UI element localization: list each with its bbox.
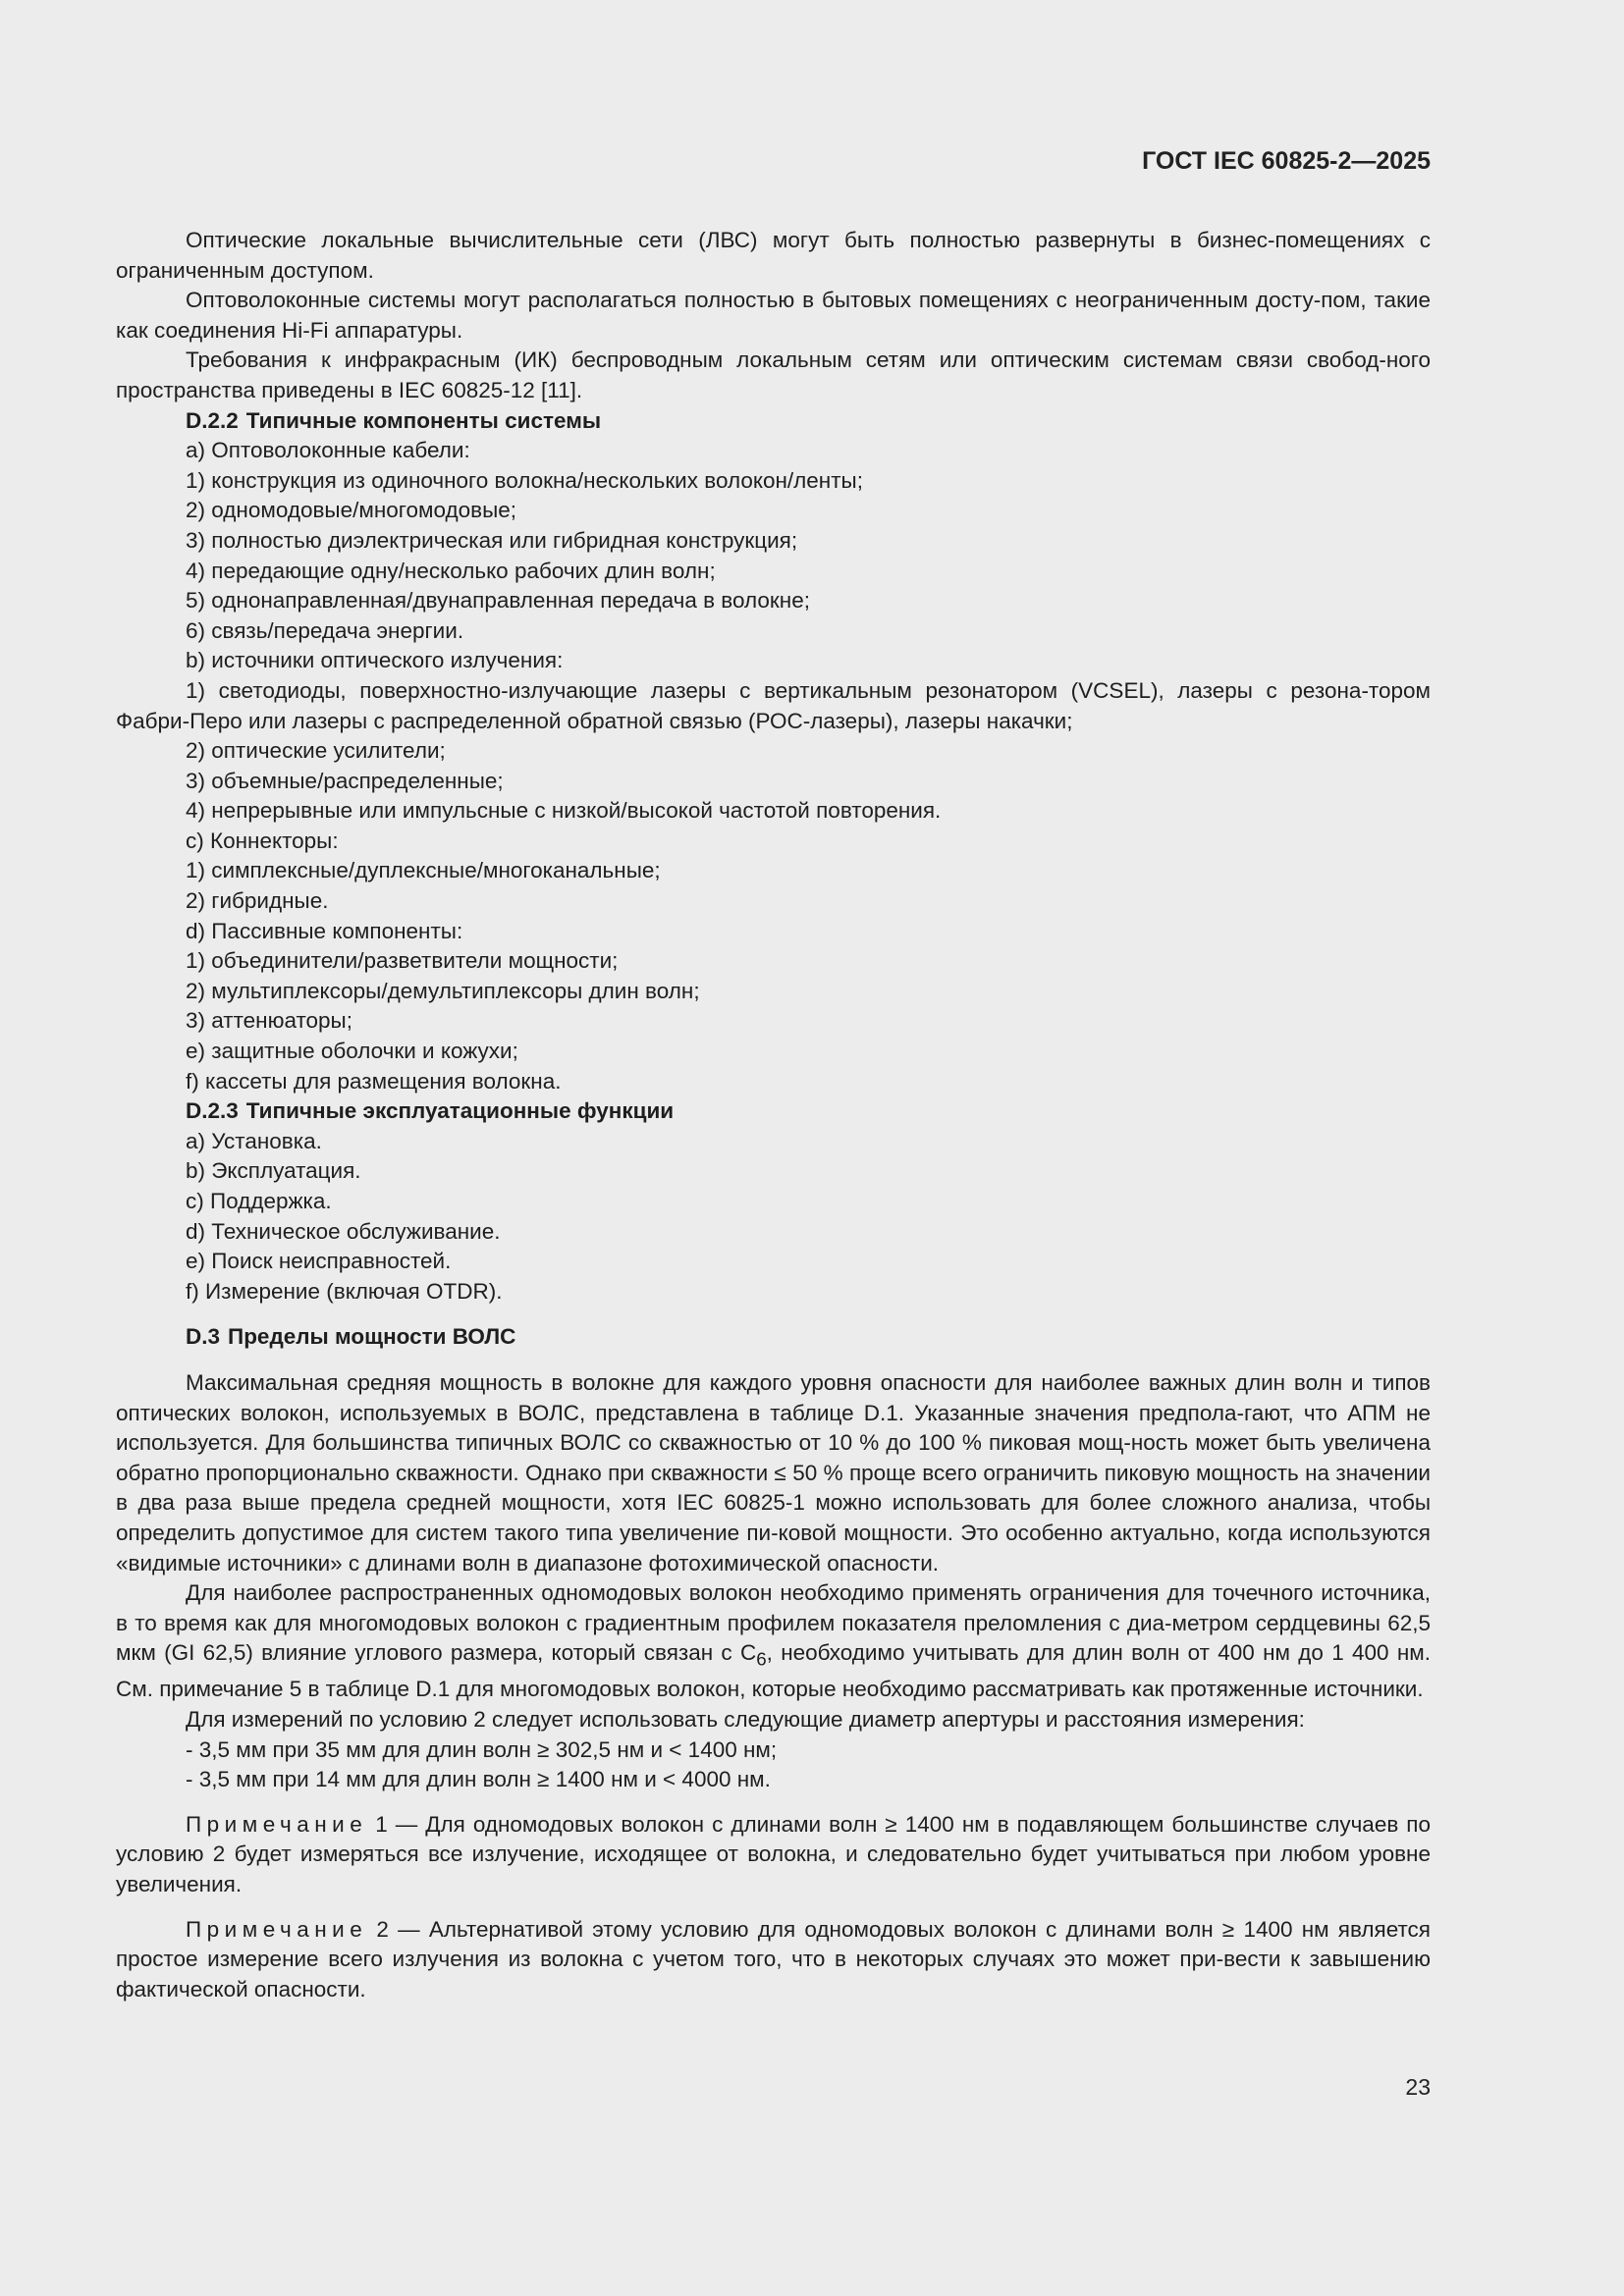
- list-item: 2) гибридные.: [186, 888, 329, 914]
- list-item: f) Измерение (включая OTDR).: [186, 1278, 503, 1304]
- note-1: Примечание 1 — Для одномодовых волокон с длинами волн ≥ 1400 нм в подавляющем большинстве случаев по условию 2 будет измеряться все излучение, исходящее от волокна, и следовательно будет учитываться при любом уровне увеличения.: [116, 1811, 1431, 1896]
- list-item: 1) симплексные/дуплексные/многоканальные;: [186, 858, 661, 883]
- section-heading-d22: [116, 406, 1431, 437]
- list-item: 5) однонаправленная/двунаправленная передача в волокне;: [186, 588, 810, 614]
- page-content: [116, 226, 1431, 2004]
- body-paragraph-3: Для измерений по условию 2 следует использовать следующие диаметр апертуры и расстояния измерения:: [186, 1707, 1305, 1732]
- list-item: 1) конструкция из одиночного волокна/нескольких волокон/ленты;: [186, 467, 863, 493]
- list-item: 2) мультиплексоры/демультиплексоры длин волн;: [186, 978, 700, 1003]
- list-item: e) Поиск неисправностей.: [186, 1249, 452, 1274]
- list-item: 3) полностью диэлектрическая или гибридная конструкция;: [186, 527, 798, 553]
- note-2: Примечание 2 — Альтернативой этому условию для одномодовых волокон с длинами волн ≥ 1400 нм является простое измерение всего излучения из волокна с учетом того, что в некоторых случаях это может при-вести к завышению фактической опасности.: [116, 1916, 1431, 2002]
- section-heading-d23: [116, 1096, 1431, 1127]
- list-item: 1) светодиоды, поверхностно-излучающие лазеры с вертикальным резонатором (VCSEL), лазеры с резона-тором Фабри-Перо или лазеры с распределенной обратной связью (РОС-лазеры), лазеры накачки;: [116, 677, 1431, 733]
- note-label: Примечание: [186, 1811, 368, 1837]
- list-item: 4) непрерывные или импульсные с низкой/высокой частотой повторения.: [186, 798, 942, 824]
- list-item: b) Эксплуатация.: [186, 1158, 361, 1184]
- list-item-e: e) защитные оболочки и кожухи;: [186, 1039, 518, 1064]
- list-item: c) Поддержка.: [186, 1189, 332, 1213]
- list-item-b: b) источники оптического излучения:: [186, 648, 564, 673]
- list-item-a: a) Оптоволоконные кабели:: [186, 438, 470, 463]
- list-item: 6) связь/передача энергии.: [186, 617, 464, 643]
- list-item: d) Техническое обслуживание.: [186, 1218, 501, 1244]
- page-number: 23: [1405, 2074, 1431, 2100]
- list-item: 2) одномодовые/многомодовые;: [186, 498, 517, 523]
- list-item-f: f) кассеты для размещения волокна.: [186, 1068, 562, 1094]
- section-title: Типичные эксплуатационные функции: [245, 1098, 675, 1124]
- section-heading-d3: [116, 1322, 1431, 1353]
- section-number: D.2.2: [186, 407, 239, 433]
- list-item: 3) аттенюаторы;: [186, 1008, 352, 1034]
- body-paragraph-2: Для наиболее распространенных одномодовых волокон необходимо применять ограничения для точечного источника, в то время как для многомодовых волокон с градиентным профилем показателя преломления с диа-метром сердцевины 62,5 мкм (GI 62,5) влияние углового размера, который связан с $C_6$, необходимо учитывать для длин волн от 400 нм до 1 400 нм. См. примечание 5 в таблице D.1 для многомодовых волокон, которые необходимо рассматривать как протяженные источники.: [116, 1580, 1431, 1702]
- list-item-d: d) Пассивные компоненты:: [186, 918, 463, 943]
- list-item: 2) оптические усилители;: [186, 738, 446, 764]
- list-item: 3) объемные/распределенные;: [186, 768, 504, 793]
- document-code-header: ГОСТ IEC 60825-2—2025: [1142, 147, 1431, 175]
- list-item: a) Установка.: [186, 1128, 322, 1153]
- intro-paragraph-2: Оптоволоконные системы могут располагаться полностью в бытовых помещениях с неограниченным досту-пом, такие как соединения Hi-Fi аппаратуры.: [116, 288, 1431, 343]
- section-number: D.2.3: [186, 1098, 239, 1124]
- section-title: Пределы мощности ВОЛС: [228, 1324, 516, 1350]
- list-item-c: c) Коннекторы:: [186, 828, 339, 853]
- intro-paragraph-3: Требования к инфракрасным (ИК) беспроводным локальным сетям или оптическим системам связи свобод-ного пространства приведены в IEC 60825-12 [11].: [116, 347, 1431, 402]
- intro-paragraph-1: Оптические локальные вычислительные сети (ЛВС) могут быть полностью развернуты в бизнес-помещениях с ограниченным доступом.: [116, 228, 1431, 283]
- dash-list-item: - 3,5 мм при 35 мм для длин волн ≥ 302,5 нм и < 1400 нм;: [186, 1736, 778, 1762]
- list-item: 1) объединители/разветвители мощности;: [186, 948, 619, 974]
- list-item: 4) передающие одну/несколько рабочих длин волн;: [186, 558, 716, 583]
- section-number: D.3: [186, 1324, 221, 1350]
- body-paragraph-1: Максимальная средняя мощность в волокне для каждого уровня опасности для наиболее важных длин волн и типов оптических волокон, используемых в ВОЛС, представлена в таблице D.1. Указанные значения предпола-гают, что АПМ не используется. Для большинства типичных ВОЛС со скважностью от 10 % до 100 % пиковая мощ-ность может быть увеличена обратно пропорционально скважности. Однако при скважности ≤ 50 % проще всего ограничить пиковую мощность на значении в два раза выше предела средней мощности, хотя IEC 60825-1 можно использовать для более сложного анализа, чтобы определить допустимое для систем такого типа увеличение пи-ковой мощности. Это особенно актуально, когда используются «видимые источники» с длинами волн в диапазоне фотохимической опасности.: [116, 1369, 1431, 1575]
- dash-list-item: - 3,5 мм при 14 мм для длин волн ≥ 1400 нм и < 4000 нм.: [186, 1767, 771, 1792]
- section-title: Типичные компоненты системы: [245, 407, 602, 433]
- note-label: Примечание: [186, 1916, 368, 1942]
